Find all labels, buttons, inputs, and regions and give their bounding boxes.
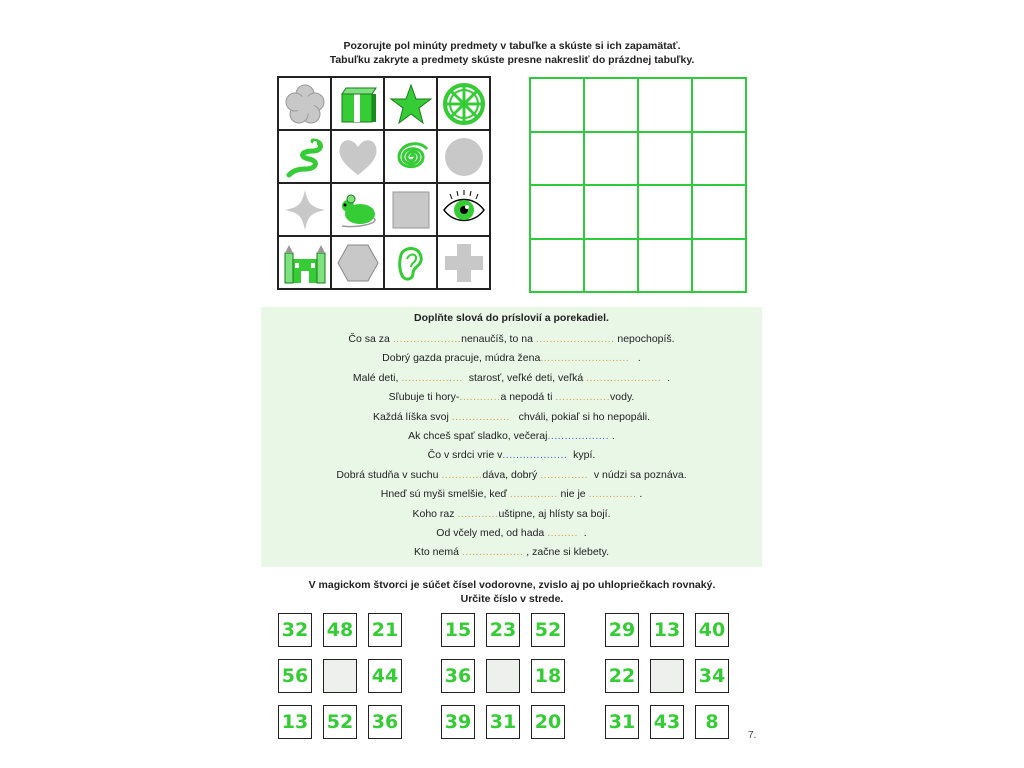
magic-number: 29: [605, 613, 639, 647]
magic-number: 44: [368, 659, 402, 693]
proverb-line: [261, 388, 762, 407]
proverb-line: [261, 330, 762, 349]
proverb-line: [261, 446, 762, 465]
proverb-line: [261, 505, 762, 524]
magic-number: 13: [278, 705, 312, 739]
proverb-text: a nepodá ti: [500, 391, 556, 404]
proverb-text: .: [609, 429, 615, 442]
snake-icon: [283, 135, 327, 179]
blank-field[interactable]: ..........................: [540, 352, 630, 365]
proverb-text: Každá líška svoj: [372, 410, 452, 423]
proverb-text: .: [661, 371, 671, 384]
magic-number: 52: [323, 705, 357, 739]
magic-square-title: V magickom štvorci je súčet čísel vodorovne, zvislo aj po uhlopriečkach rovnaký. Určite číslo v strede.: [308, 579, 716, 605]
proverb-text: Čo sa za: [348, 333, 393, 345]
proverb-text: nepochopíš.: [614, 333, 675, 345]
proverb-text: nenaučíš, to na: [461, 333, 536, 345]
proverb-text: nie je: [557, 488, 589, 501]
proverb-text: Čo v srdci vrie v: [427, 449, 503, 462]
instruction-line-2: Tabuľku zakryte a predmety skúste presne nakresliť do prázdnej tabuľky.: [329, 54, 695, 66]
magic-number: 21: [368, 613, 402, 647]
magic-square-3: [605, 613, 729, 739]
proverb-text: starosť, veľké deti, veľká: [462, 371, 587, 384]
proverb-text: Koho raz: [412, 507, 458, 520]
blank-field[interactable]: ............: [459, 391, 501, 404]
magic-number: 31: [486, 705, 520, 739]
blank-field[interactable]: ..............: [509, 488, 558, 501]
castle-icon: [283, 241, 327, 285]
proverb-line: [261, 427, 762, 446]
proverb-line: [261, 524, 762, 543]
magic-number: 40: [695, 613, 729, 647]
page-number: 7.: [748, 730, 757, 741]
magic-number: 52: [531, 613, 565, 647]
mouse-icon: [336, 188, 380, 232]
proverb-line: [261, 349, 762, 368]
circle-icon: [442, 135, 486, 179]
blank-field[interactable]: ...................: [502, 449, 568, 462]
proverb-text: Malé deti,: [352, 371, 402, 384]
blank-field[interactable]: ......................: [586, 371, 662, 384]
proverb-text: vody.: [610, 391, 635, 404]
magic-number: 8: [695, 705, 729, 739]
proverb-text: Dobrý gazda pracuje, múdra žena: [382, 352, 541, 365]
empty-drawing-grid[interactable]: [529, 77, 747, 293]
eye-icon: [442, 188, 486, 232]
magic-center-answer[interactable]: [323, 659, 357, 693]
proverb-line: [261, 466, 762, 485]
magic-square-1: [278, 613, 402, 739]
blank-field[interactable]: ..............: [588, 488, 637, 501]
proverb-text: .: [636, 488, 643, 501]
magic-number: 34: [695, 659, 729, 693]
proverb-text: Hneď sú myši smelšie, keď: [380, 488, 510, 501]
blank-field[interactable]: .........: [547, 526, 578, 539]
magic-center-answer[interactable]: [650, 659, 684, 693]
instruction-line-1: Pozorujte pol minúty predmety v tabuľke a skúste si ich zapamätať.: [343, 40, 681, 52]
magic-number: 13: [650, 613, 684, 647]
proverbs-list: [261, 330, 762, 563]
ear-icon: [389, 241, 433, 285]
gift-box-icon: [336, 82, 380, 126]
magic-number: 56: [278, 659, 312, 693]
proverb-text: kypí.: [567, 449, 596, 462]
proverb-text: dáva, dobrý: [482, 468, 541, 481]
blank-field[interactable]: ..................: [401, 371, 463, 384]
blank-field[interactable]: .................: [451, 410, 510, 423]
proverb-text: Dobrá studňa v suchu: [336, 468, 442, 481]
proverb-text: .: [629, 352, 641, 365]
magic-number: 32: [278, 613, 312, 647]
proverb-text: Kto nemá: [414, 546, 462, 559]
magic-number: 20: [531, 705, 565, 739]
blank-field[interactable]: ................: [555, 391, 611, 404]
proverb-text: v núdzi sa poznáva.: [588, 468, 687, 481]
proverbs-title: Doplňte slová do príslovií a porekadiel.: [414, 312, 609, 324]
blank-field[interactable]: ....................: [392, 333, 462, 345]
magic-number: 36: [368, 705, 402, 739]
proverb-text: , začne si klebety.: [523, 546, 609, 559]
magic-center-answer[interactable]: [486, 659, 520, 693]
proverb-text: Od včely med, od hada: [436, 526, 548, 539]
proverb-text: Ak chceš spať sladko, večeraj: [408, 429, 548, 442]
blank-field[interactable]: ..................: [547, 429, 609, 442]
magic-number: 43: [650, 705, 684, 739]
magic-number: 31: [605, 705, 639, 739]
magic-number: 15: [441, 613, 475, 647]
flower-icon: [283, 82, 327, 126]
heart-icon: [336, 135, 380, 179]
blank-field[interactable]: ..............: [540, 468, 589, 481]
blank-field[interactable]: ..................: [461, 546, 524, 559]
magic-number: 39: [441, 705, 475, 739]
proverb-line: [261, 485, 762, 504]
memory-grid: [277, 76, 491, 290]
magic-number: 23: [486, 613, 520, 647]
square-icon: [389, 188, 433, 232]
magic-number: 48: [323, 613, 357, 647]
cross-icon: [442, 241, 486, 285]
blank-field[interactable]: .......................: [535, 333, 615, 345]
proverb-text: .: [577, 526, 587, 539]
magic-number: 36: [441, 659, 475, 693]
four-point-star-icon: [283, 188, 327, 232]
proverb-line: [261, 543, 762, 562]
proverb-line: [261, 408, 762, 427]
proverb-text: Sľubuje ti hory-: [388, 391, 460, 404]
blank-field[interactable]: ............: [457, 507, 499, 520]
proverb-line: [261, 369, 762, 388]
magic-number: 22: [605, 659, 639, 693]
spiral-icon: [389, 135, 433, 179]
wheel-icon: [442, 82, 486, 126]
proverb-text: uštipne, aj hlísty sa bojí.: [498, 507, 611, 520]
star-icon: [389, 82, 433, 126]
hexagon-icon: [336, 241, 380, 285]
proverb-text: chváli, pokiaľ si ho nepopáli.: [509, 410, 651, 423]
blank-field[interactable]: ............: [441, 468, 483, 481]
magic-square-2: [441, 613, 565, 739]
magic-number: 18: [531, 659, 565, 693]
